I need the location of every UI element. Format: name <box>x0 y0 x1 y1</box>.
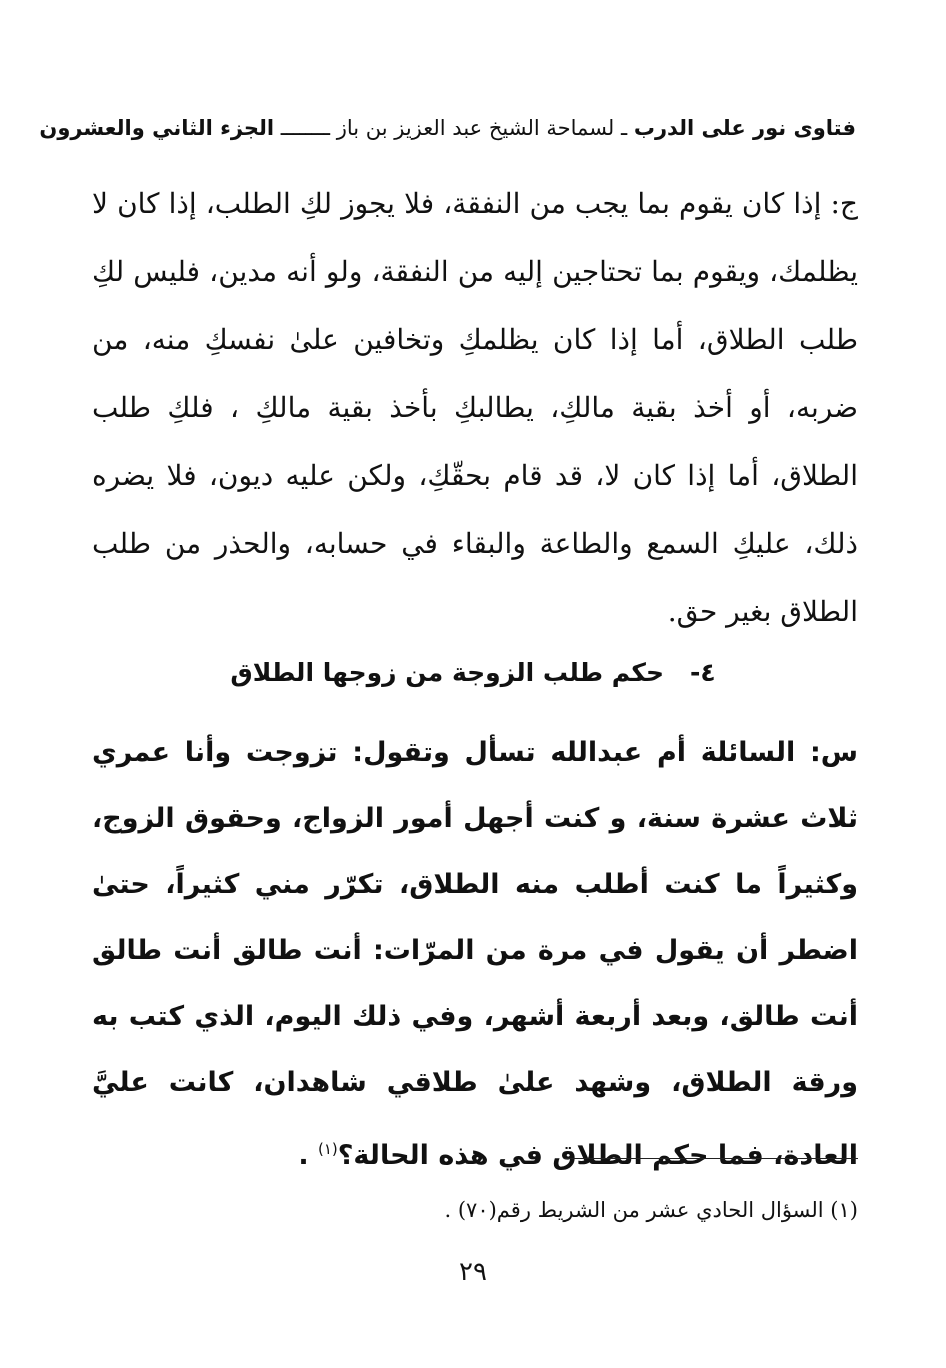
section-title: حكم طلب الزوجة من زوجها الطلاق <box>230 658 664 687</box>
header-separator: ـ <box>614 116 634 140</box>
running-header <box>39 112 856 144</box>
question-text: س: السائلة أم عبدالله تسأل وتقول: تزوجت وأنا عمري ثلاث عشرة سنة، و كنت أجهل أمور الزواج، وحقوق الزوج، وكثيراً ما كنت أطلب منه الطلاق، تكرّر مني كثيراً، حتىٰ اضطر أن يقول في مرة من المرّات: أنت طالق أنت طالق أنت طالق، وبعد أربعة أشهر، وفي ذلك اليوم، الذي كتب به ورقة الطلاق، وشهد علىٰ طلاقي شاهدان، كانت عليَّ العادة، فما حكم الطلاق في هذه الحالة؟ <box>92 737 858 1171</box>
question-paragraph <box>92 720 858 1189</box>
footnote-reference: (١) <box>317 1140 338 1158</box>
answer-paragraph: ج: إذا كان يقوم بما يجب من النفقة، فلا يجوز لكِ الطلب، إذا كان لا يظلمك، ويقوم بما تحتاجين إليه من النفقة، ولو أنه مدين، فليس لكِ طلب الطلاق، أما إذا كان يظلمكِ وتخافين علىٰ نفسكِ منه، من ضربه، أو أخذ بقية مالكِ، يطالبكِ بأخذ بقية مالكِ ، فلكِ طلب الطلاق، أما إذا كان لا، قد قام بحقّكِ، ولكن عليه ديون، فلا يضره ذلك، عليكِ السمع والطاعة والبقاء في حسابه، والحذر من طلب الطلاق بغير حق. <box>92 187 859 628</box>
page-number: ٢٩ <box>459 1257 487 1287</box>
book-title: فتاوى نور على الدرب <box>633 116 856 140</box>
footnote-divider <box>564 1158 858 1159</box>
question-end: . <box>298 1140 318 1171</box>
header-author: لسماحة الشيخ عبد العزيز بن باز <box>336 116 615 140</box>
section-heading <box>0 648 946 698</box>
footnote: (١) السؤال الحادي عشر من الشريط رقم(٧٠) . <box>444 1198 858 1222</box>
section-number: ٤- <box>689 658 716 687</box>
header-separator-long: ــــــــ <box>274 116 337 140</box>
header-part: الجزء الثاني والعشرون <box>39 116 275 140</box>
